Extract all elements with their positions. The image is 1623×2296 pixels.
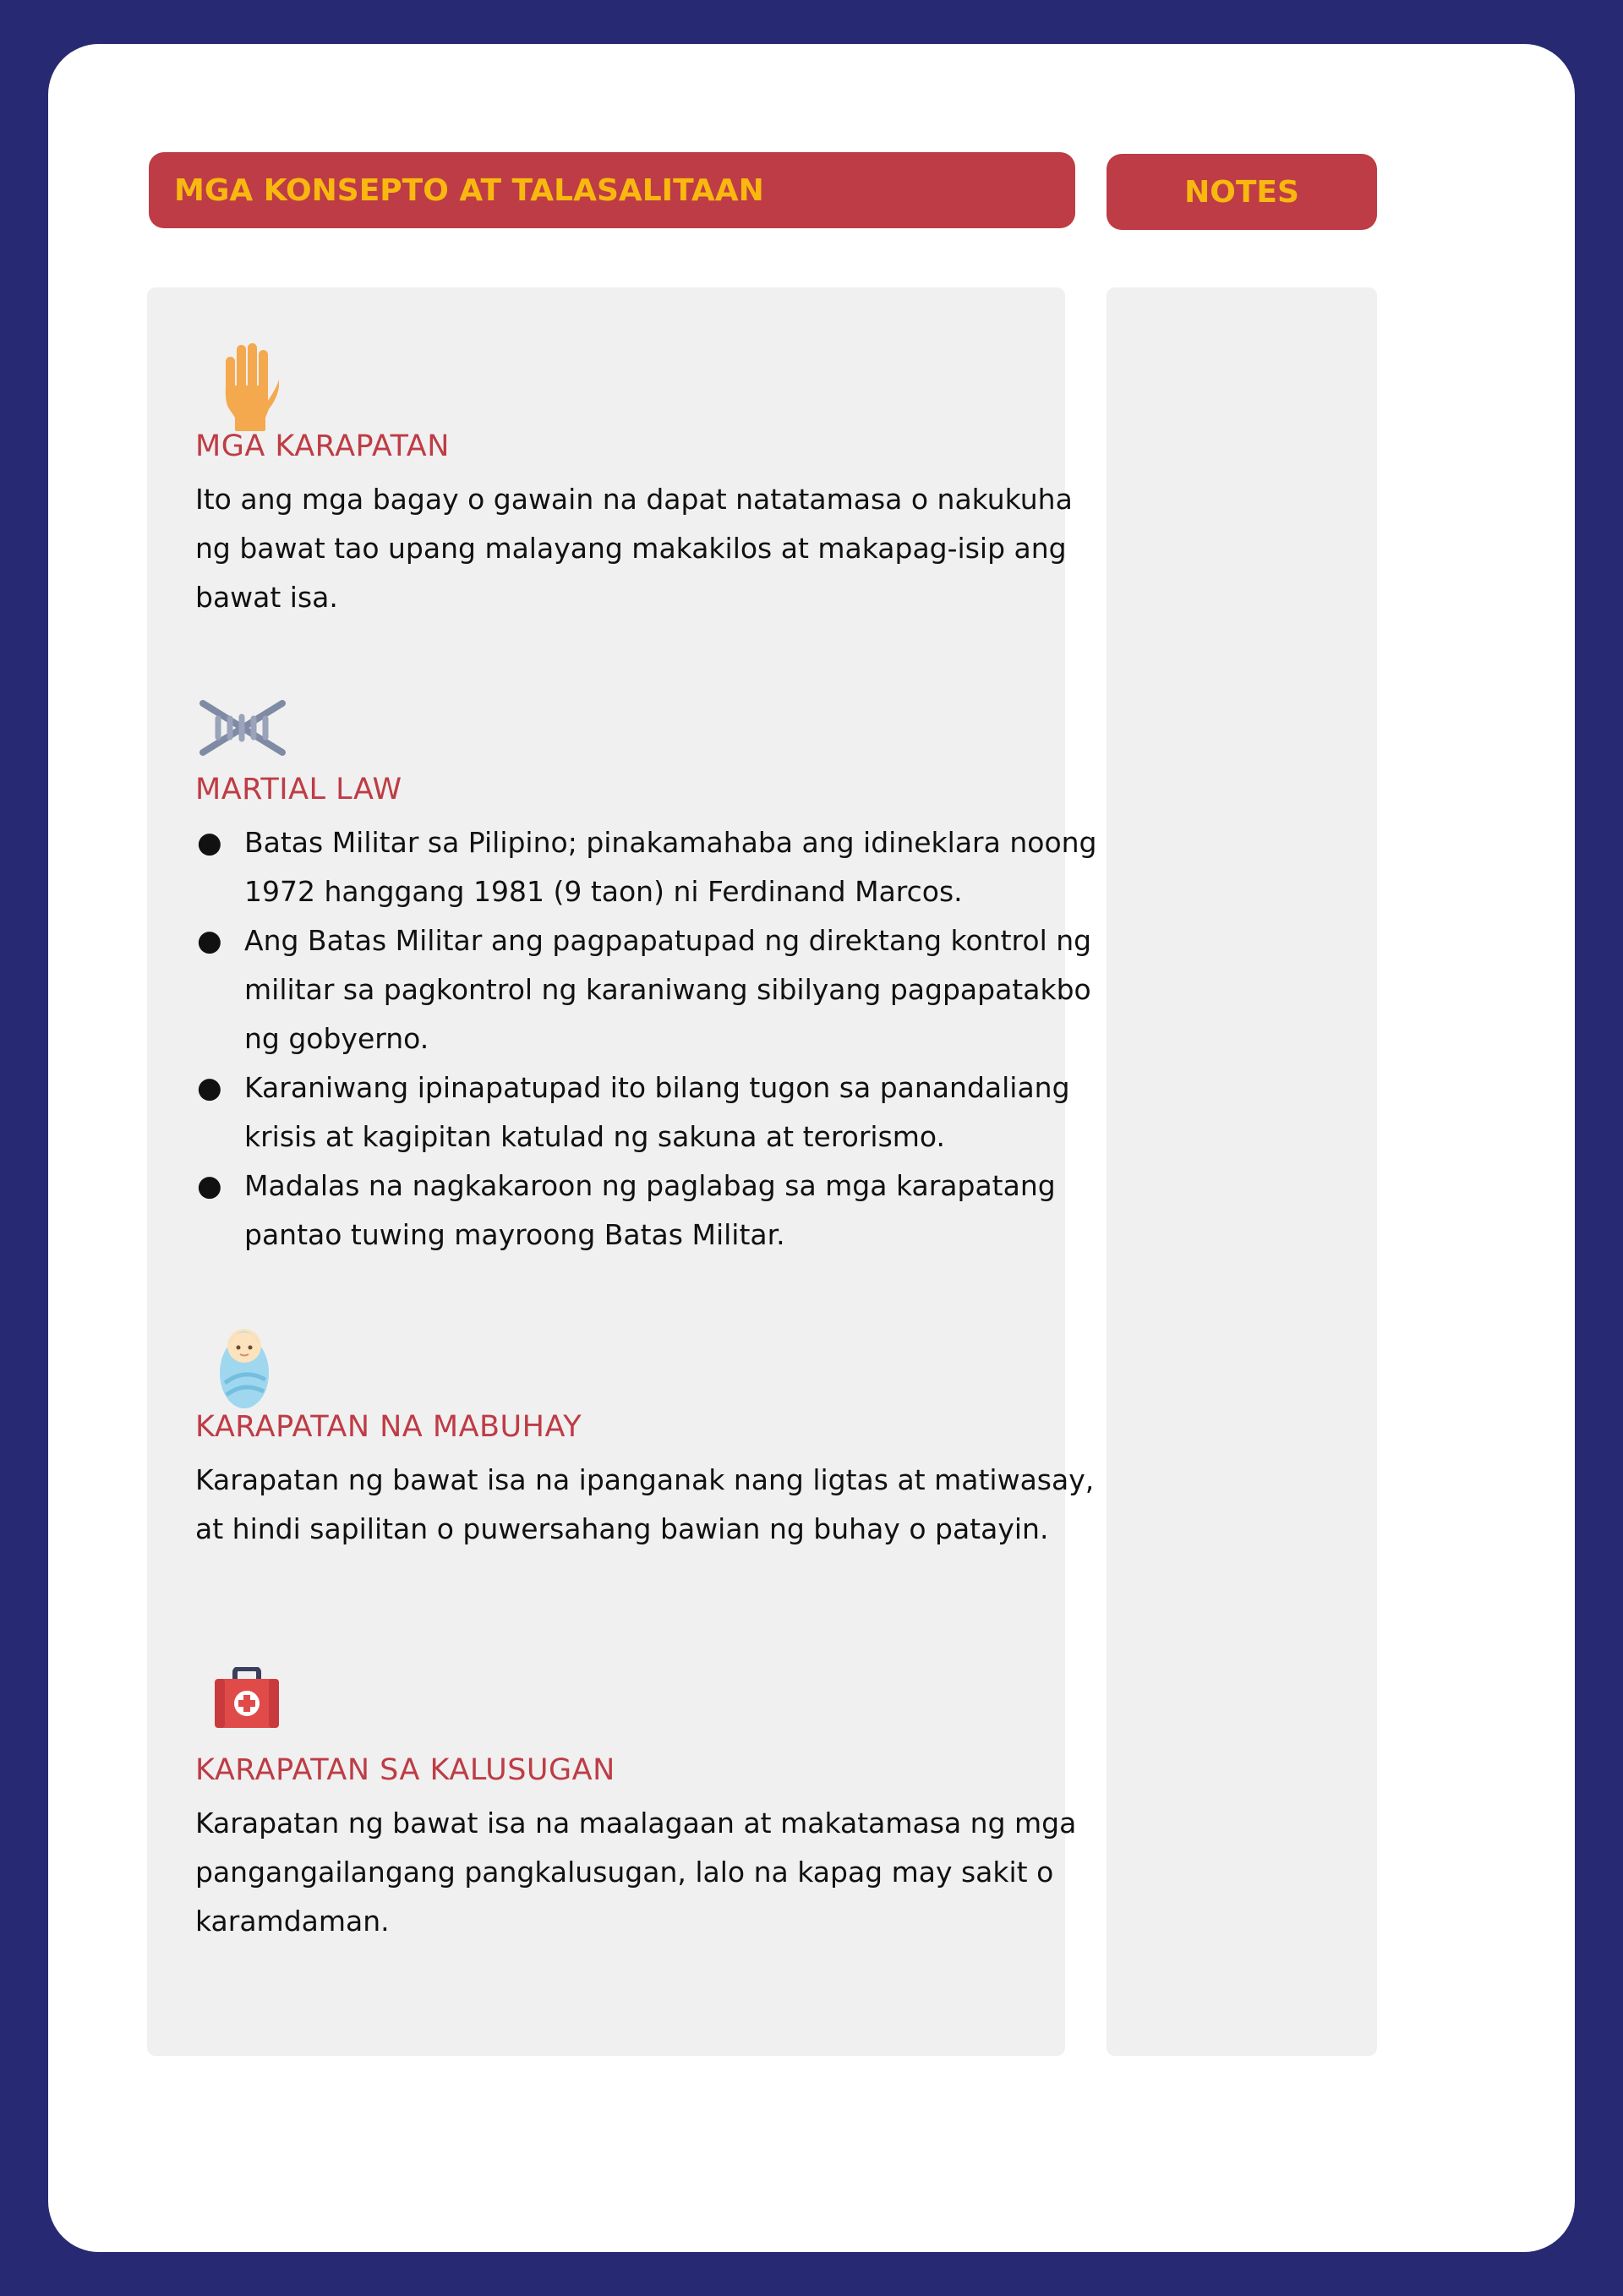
kalusugan-heading: KARAPATAN SA KALUSUGAN: [195, 1753, 615, 1787]
notes-banner: [1107, 154, 1377, 230]
list-item: ● Karaniwang ipinapatupad ito bilang tugon sa panandaliang krisis at kagipitan katulad ng sakuna at terorismo.: [197, 1071, 1070, 1153]
swaddled-baby-icon: [218, 1324, 270, 1413]
karapatan-body: Ito ang mga bagay o gawain na dapat natatamasa o nakukuha ng bawat tao upang malayang makakilos at makapag-isip ang bawat isa.: [195, 483, 1073, 614]
raised-hand-icon: [218, 342, 279, 435]
concepts-banner: [149, 152, 1075, 228]
barbed-wire-icon: [199, 697, 287, 763]
list-item: ● Madalas na nagkakaroon ng paglabag sa mga karapatang pantao tuwing mayroong Batas Militar.: [197, 1169, 1056, 1251]
mabuhay-heading: KARAPATAN NA MABUHAY: [195, 1410, 582, 1444]
list-item: ● Ang Batas Militar ang pagpapatupad ng direktang kontrol ng militar sa pagkontrol ng karaniwang sibilyang pagpapatakbo ng gobyerno.: [197, 924, 1092, 1055]
notes-title: NOTES: [1184, 174, 1299, 210]
karapatan-heading: MGA KARAPATAN: [195, 429, 450, 463]
martial-law-heading: MARTIAL LAW: [195, 773, 402, 806]
list-item: ● Batas Militar sa Pilipino; pinakamahaba ang idineklara noong 1972 hanggang 1981 (9 taon) ni Ferdinand Marcos.: [197, 826, 1097, 908]
martial-law-bullets: [195, 818, 1117, 1260]
notes-panel: [1107, 287, 1377, 2056]
first-aid-kit-icon: [213, 1667, 281, 1734]
concepts-title: MGA KONSEPTO AT TALASALITAAN: [174, 172, 764, 208]
mabuhay-body: Karapatan ng bawat isa na ipanganak nang ligtas at matiwasay, at hindi sapilitan o puwersahang bawian ng buhay o patayin.: [195, 1463, 1095, 1545]
kalusugan-body: Karapatan ng bawat isa na maalagaan at makatamasa ng mga pangangailangang pangkalusugan, lalo na kapag may sakit o karamdaman.: [195, 1807, 1077, 1938]
